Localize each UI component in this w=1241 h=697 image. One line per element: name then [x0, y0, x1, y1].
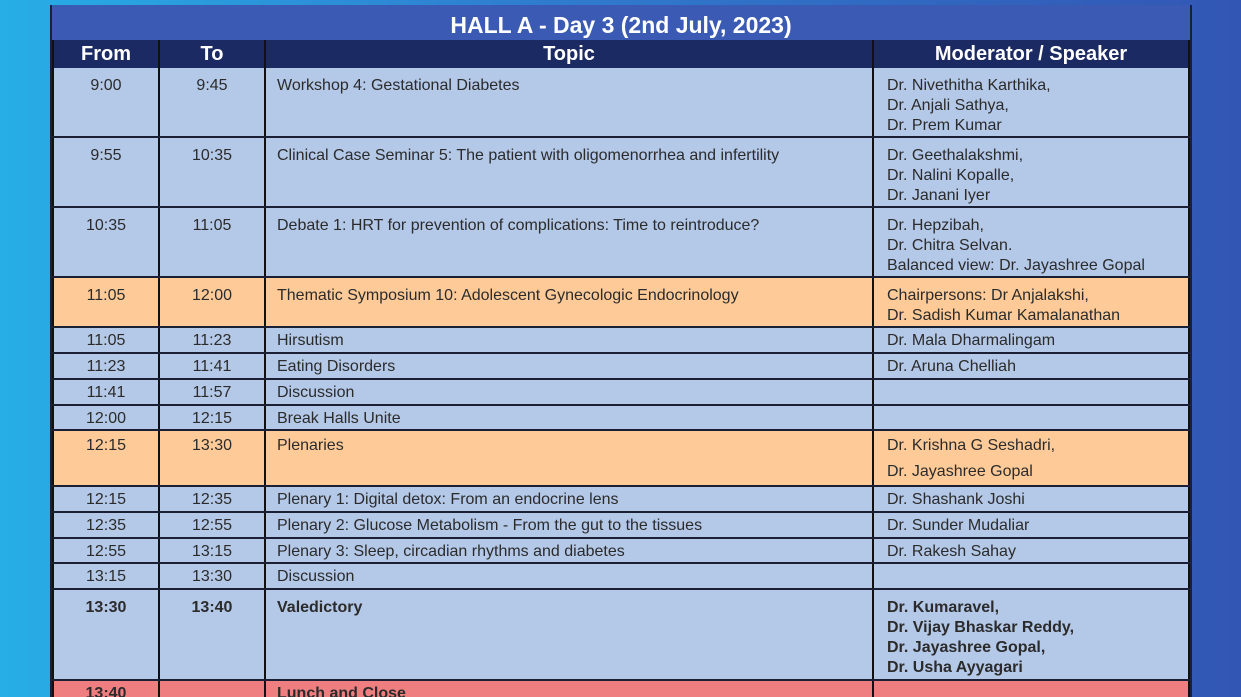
to-cell: 13:30: [159, 563, 265, 589]
from-cell: 12:55: [53, 538, 159, 563]
topic-cell: Break Halls Unite: [265, 405, 873, 430]
moderator-cell: [873, 486, 1189, 512]
moderator-name: Dr. Hepzibah,: [887, 217, 984, 234]
table-row: [53, 379, 1189, 405]
moderator-name: Dr. Geethalakshmi,: [887, 147, 1024, 164]
moderator-name: Dr. Nivethitha Karthika,: [887, 77, 1051, 94]
topic-cell: Plenary 2: Glucose Metabolism - From the gut to the tissues: [265, 512, 873, 538]
to-cell: 10:35: [159, 137, 265, 207]
moderator-name: Dr. Usha Ayyagari: [887, 659, 1023, 676]
table-row: [53, 538, 1189, 563]
moderator-name: Balanced view: Dr. Jayashree Gopal: [887, 257, 1145, 274]
to-cell: 9:45: [159, 68, 265, 137]
from-cell: 13:40: [53, 680, 159, 697]
moderator-name: Dr. Sunder Mudaliar: [887, 517, 1030, 534]
table-row: [53, 68, 1189, 137]
table-row: [53, 353, 1189, 379]
topic-cell: Valedictory: [265, 589, 873, 680]
moderator-cell: [873, 379, 1189, 405]
table-row: [53, 486, 1189, 512]
table-row: [53, 680, 1189, 697]
topic-cell: Clinical Case Seminar 5: The patient with oligomenorrhea and infertility: [265, 137, 873, 207]
moderator-cell: [873, 512, 1189, 538]
moderator-cell: [873, 538, 1189, 563]
to-cell: [159, 680, 265, 697]
to-cell: 11:05: [159, 207, 265, 277]
table-row: [53, 327, 1189, 353]
header-moderator: Moderator / Speaker: [873, 40, 1189, 68]
from-cell: 12:15: [53, 430, 159, 486]
moderator-name: Dr. Aruna Chelliah: [887, 358, 1016, 375]
moderator-name: Dr. Rakesh Sahay: [887, 543, 1016, 560]
table-row: [53, 512, 1189, 538]
moderator-name: Dr. Janani Iyer: [887, 187, 991, 204]
topic-cell: Hirsutism: [265, 327, 873, 353]
schedule-sheet: [50, 5, 1192, 697]
from-cell: 10:35: [53, 207, 159, 277]
moderator-name: Dr. Vijay Bhaskar Reddy,: [887, 619, 1075, 636]
from-cell: 12:35: [53, 512, 159, 538]
moderator-name: Dr. Mala Dharmalingam: [887, 332, 1056, 349]
topic-cell: Thematic Symposium 10: Adolescent Gynecologic Endocrinology: [265, 277, 873, 327]
from-cell: 12:15: [53, 486, 159, 512]
moderator-cell: [873, 277, 1189, 327]
moderator-name: Dr. Nalini Kopalle,: [887, 167, 1015, 184]
moderator-cell: [873, 137, 1189, 207]
from-cell: 9:00: [53, 68, 159, 137]
from-cell: 11:23: [53, 353, 159, 379]
schedule-table: [52, 40, 1190, 697]
to-cell: 11:41: [159, 353, 265, 379]
topic-cell: Plenary 1: Digital detox: From an endocrine lens: [265, 486, 873, 512]
moderator-name: Dr. Chitra Selvan.: [887, 237, 1013, 254]
topic-cell: Lunch and Close: [265, 680, 873, 697]
hall-title: HALL A - Day 3 (2nd July, 2023): [52, 5, 1190, 40]
schedule-rows: [53, 68, 1189, 697]
to-cell: 13:40: [159, 589, 265, 680]
from-cell: 9:55: [53, 137, 159, 207]
table-row: [53, 589, 1189, 680]
to-cell: 11:23: [159, 327, 265, 353]
moderator-name: Dr. Krishna G Seshadri,: [887, 437, 1056, 454]
header-row: [53, 40, 1189, 68]
moderator-cell: [873, 68, 1189, 137]
topic-cell: Plenaries: [265, 430, 873, 486]
from-cell: 11:41: [53, 379, 159, 405]
moderator-name: Dr. Kumaravel,: [887, 599, 1000, 616]
from-cell: 12:00: [53, 405, 159, 430]
table-row: [53, 137, 1189, 207]
table-row: [53, 405, 1189, 430]
table-row: [53, 277, 1189, 327]
topic-cell: Workshop 4: Gestational Diabetes: [265, 68, 873, 137]
from-cell: 11:05: [53, 277, 159, 327]
header-to: To: [159, 40, 265, 68]
moderator-cell: [873, 563, 1189, 589]
to-cell: 12:00: [159, 277, 265, 327]
to-cell: 13:30: [159, 430, 265, 486]
moderator-cell: [873, 207, 1189, 277]
moderator-name: Dr. Shashank Joshi: [887, 491, 1025, 508]
moderator-name: Chairpersons: Dr Anjalakshi,: [887, 287, 1089, 304]
from-cell: 13:15: [53, 563, 159, 589]
moderator-cell: [873, 430, 1189, 486]
moderator-cell: [873, 589, 1189, 680]
moderator-name: Dr. Anjali Sathya,: [887, 97, 1009, 114]
from-cell: 13:30: [53, 589, 159, 680]
moderator-cell: [873, 353, 1189, 379]
topic-cell: Debate 1: HRT for prevention of complications: Time to reintroduce?: [265, 207, 873, 277]
topic-cell: Discussion: [265, 379, 873, 405]
moderator-name: Dr. Jayashree Gopal,: [887, 639, 1046, 656]
table-row: [53, 430, 1189, 486]
topic-cell: Eating Disorders: [265, 353, 873, 379]
moderator-cell: [873, 405, 1189, 430]
moderator-cell: [873, 680, 1189, 697]
table-row: [53, 563, 1189, 589]
header-from: From: [53, 40, 159, 68]
from-cell: 11:05: [53, 327, 159, 353]
to-cell: 12:35: [159, 486, 265, 512]
table-row: [53, 207, 1189, 277]
to-cell: 13:15: [159, 538, 265, 563]
to-cell: 12:15: [159, 405, 265, 430]
to-cell: 11:57: [159, 379, 265, 405]
moderator-name: Dr. Sadish Kumar Kamalanathan: [887, 307, 1121, 324]
header-topic: Topic: [265, 40, 873, 68]
topic-cell: Discussion: [265, 563, 873, 589]
to-cell: 12:55: [159, 512, 265, 538]
moderator-name: Dr. Prem Kumar: [887, 117, 1002, 134]
moderator-cell: [873, 327, 1189, 353]
moderator-name: Dr. Jayashree Gopal: [887, 463, 1033, 480]
topic-cell: Plenary 3: Sleep, circadian rhythms and diabetes: [265, 538, 873, 563]
